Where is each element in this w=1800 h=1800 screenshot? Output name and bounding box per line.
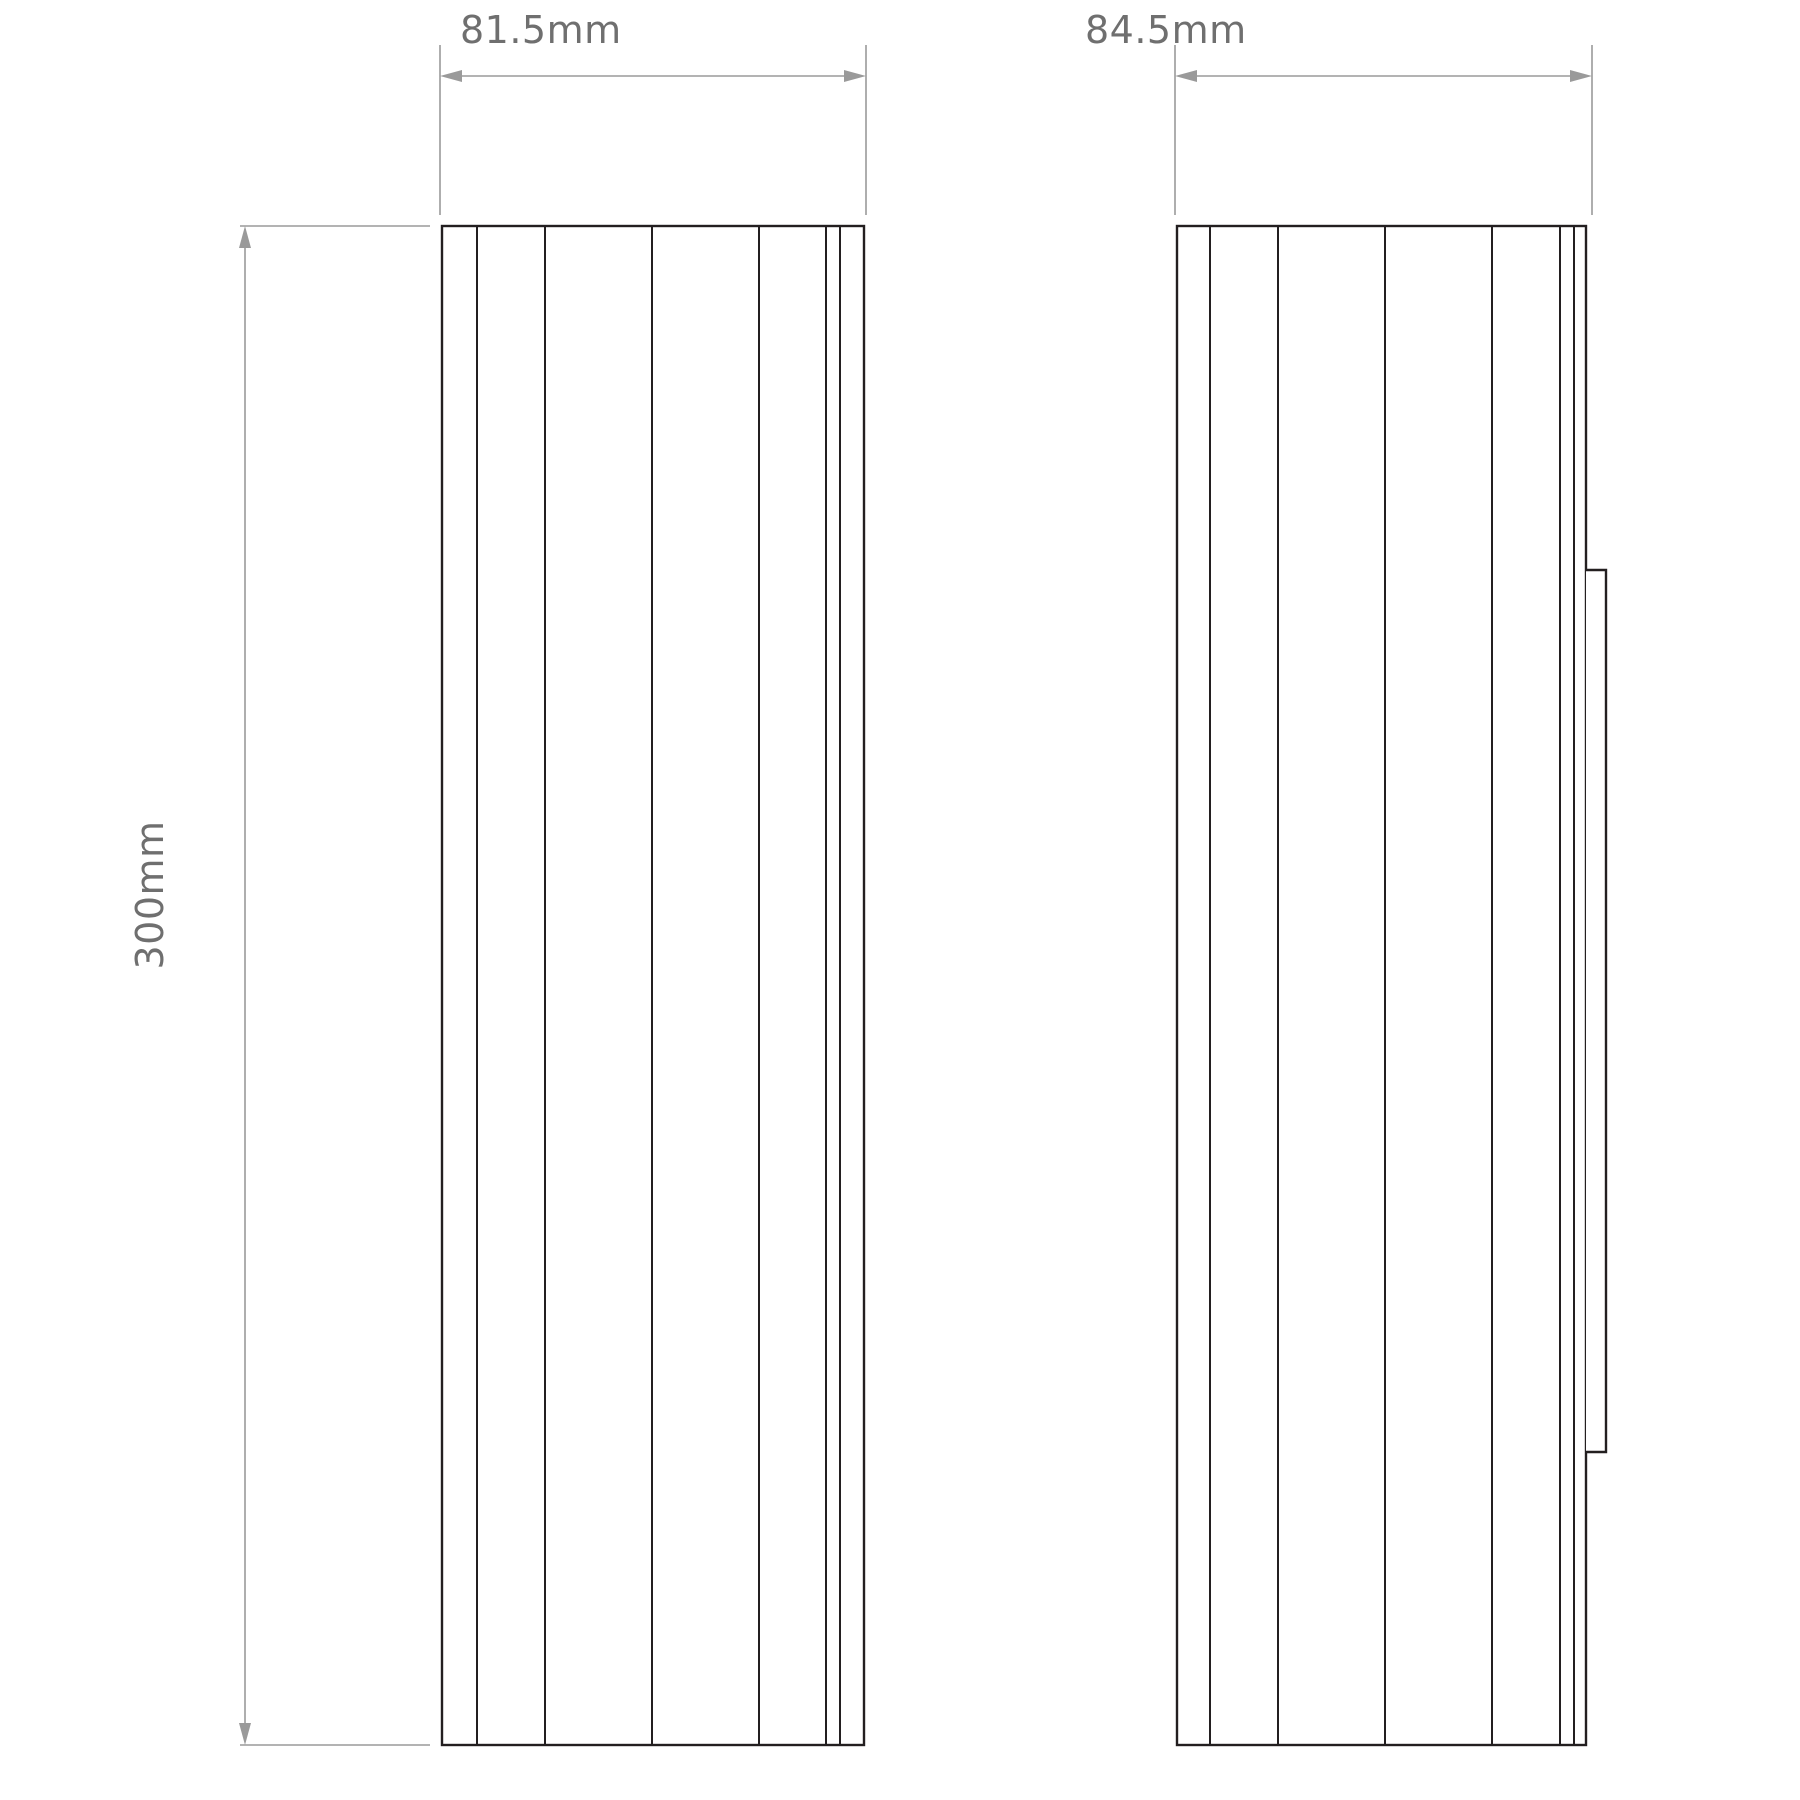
side-width-arrow-right xyxy=(1570,70,1592,82)
side-mounting-bracket xyxy=(1586,570,1606,1452)
height-arrow-bottom xyxy=(239,1723,251,1745)
height-arrow-top xyxy=(239,226,251,248)
front-width-arrow-right xyxy=(844,70,866,82)
side-width-dimension-label: 84.5mm xyxy=(1085,8,1247,52)
front-view-group xyxy=(239,45,866,1745)
front-width-arrow-left xyxy=(440,70,462,82)
side-view-group xyxy=(1175,45,1606,1745)
side-width-arrow-left xyxy=(1175,70,1197,82)
side-body-outline xyxy=(1177,226,1586,1745)
front-width-dimension-label: 81.5mm xyxy=(460,8,622,52)
height-dimension-label: 300mm xyxy=(128,820,172,970)
